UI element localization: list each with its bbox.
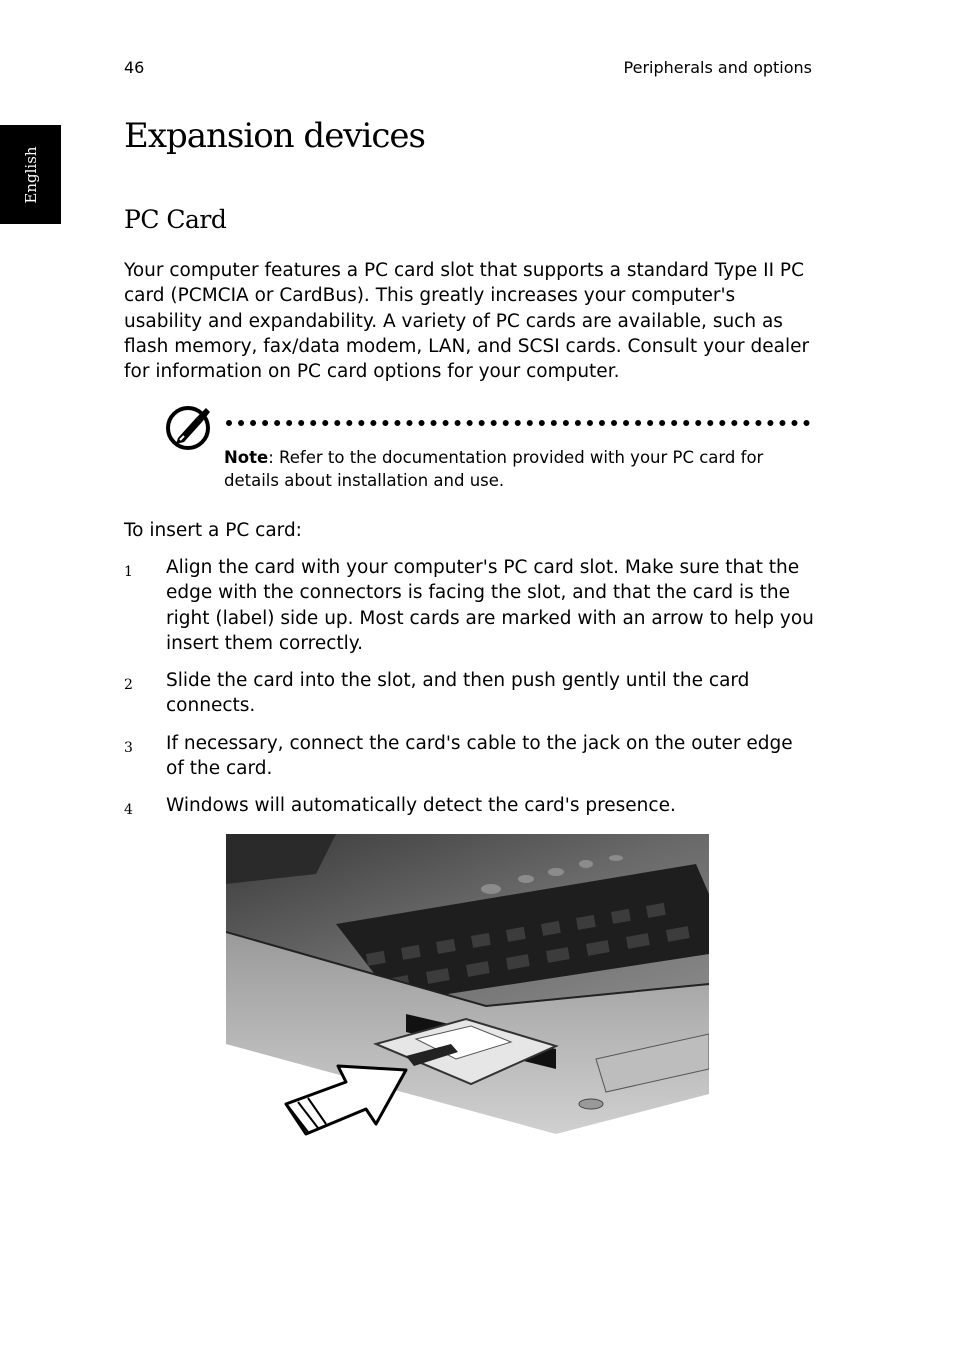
step-text: If necessary, connect the card's cable to the jack on the outer edge of the card. xyxy=(166,732,793,780)
note-text xyxy=(224,446,814,492)
note-label: Note xyxy=(224,448,269,467)
language-tab-label: English xyxy=(21,145,40,204)
step-number: 2 xyxy=(124,677,133,694)
running-header: Peripherals and options xyxy=(623,58,812,77)
subsection-title: PC Card xyxy=(124,205,227,234)
intro-paragraph: Your computer features a PC card slot that supports a standard Type II PC card (PCMCIA or CardBus). This greatly increases your computer's usability and expandability. A variety of PC cards are available, such as flash memory, fax/data modem, LAN, and SCSI cards. Consult your dealer for information on PC card options for your computer. xyxy=(124,260,810,383)
laptop-pc-card-illustration xyxy=(226,834,709,1171)
step-item xyxy=(124,731,814,782)
step-item xyxy=(124,793,814,823)
step-text: Align the card with your computer's PC card slot. Make sure that the edge with the connectors is facing the slot, and that the card is the right (label) side up. Most cards are marked with an arrow to help you insert them correctly. xyxy=(166,557,814,654)
step-text: Windows will automatically detect the card's presence. xyxy=(166,795,676,817)
note-divider xyxy=(226,420,810,426)
procedure-intro: To insert a PC card: xyxy=(124,520,302,541)
procedure-steps xyxy=(124,555,814,836)
note-body: : Refer to the documentation provided with your PC card for details about installation and use. xyxy=(224,448,764,490)
step-item xyxy=(124,668,814,719)
page-number: 46 xyxy=(124,58,145,77)
section-title: Expansion devices xyxy=(124,116,426,156)
step-item xyxy=(124,555,814,656)
step-number: 3 xyxy=(124,739,133,756)
step-number: 1 xyxy=(124,564,133,580)
pc-card-insertion-figure xyxy=(226,834,709,1171)
note-pen-icon xyxy=(166,404,214,452)
language-tab xyxy=(0,125,61,224)
step-text: Slide the card into the slot, and then push gently until the card connects. xyxy=(166,670,750,717)
step-number: 4 xyxy=(124,802,133,819)
